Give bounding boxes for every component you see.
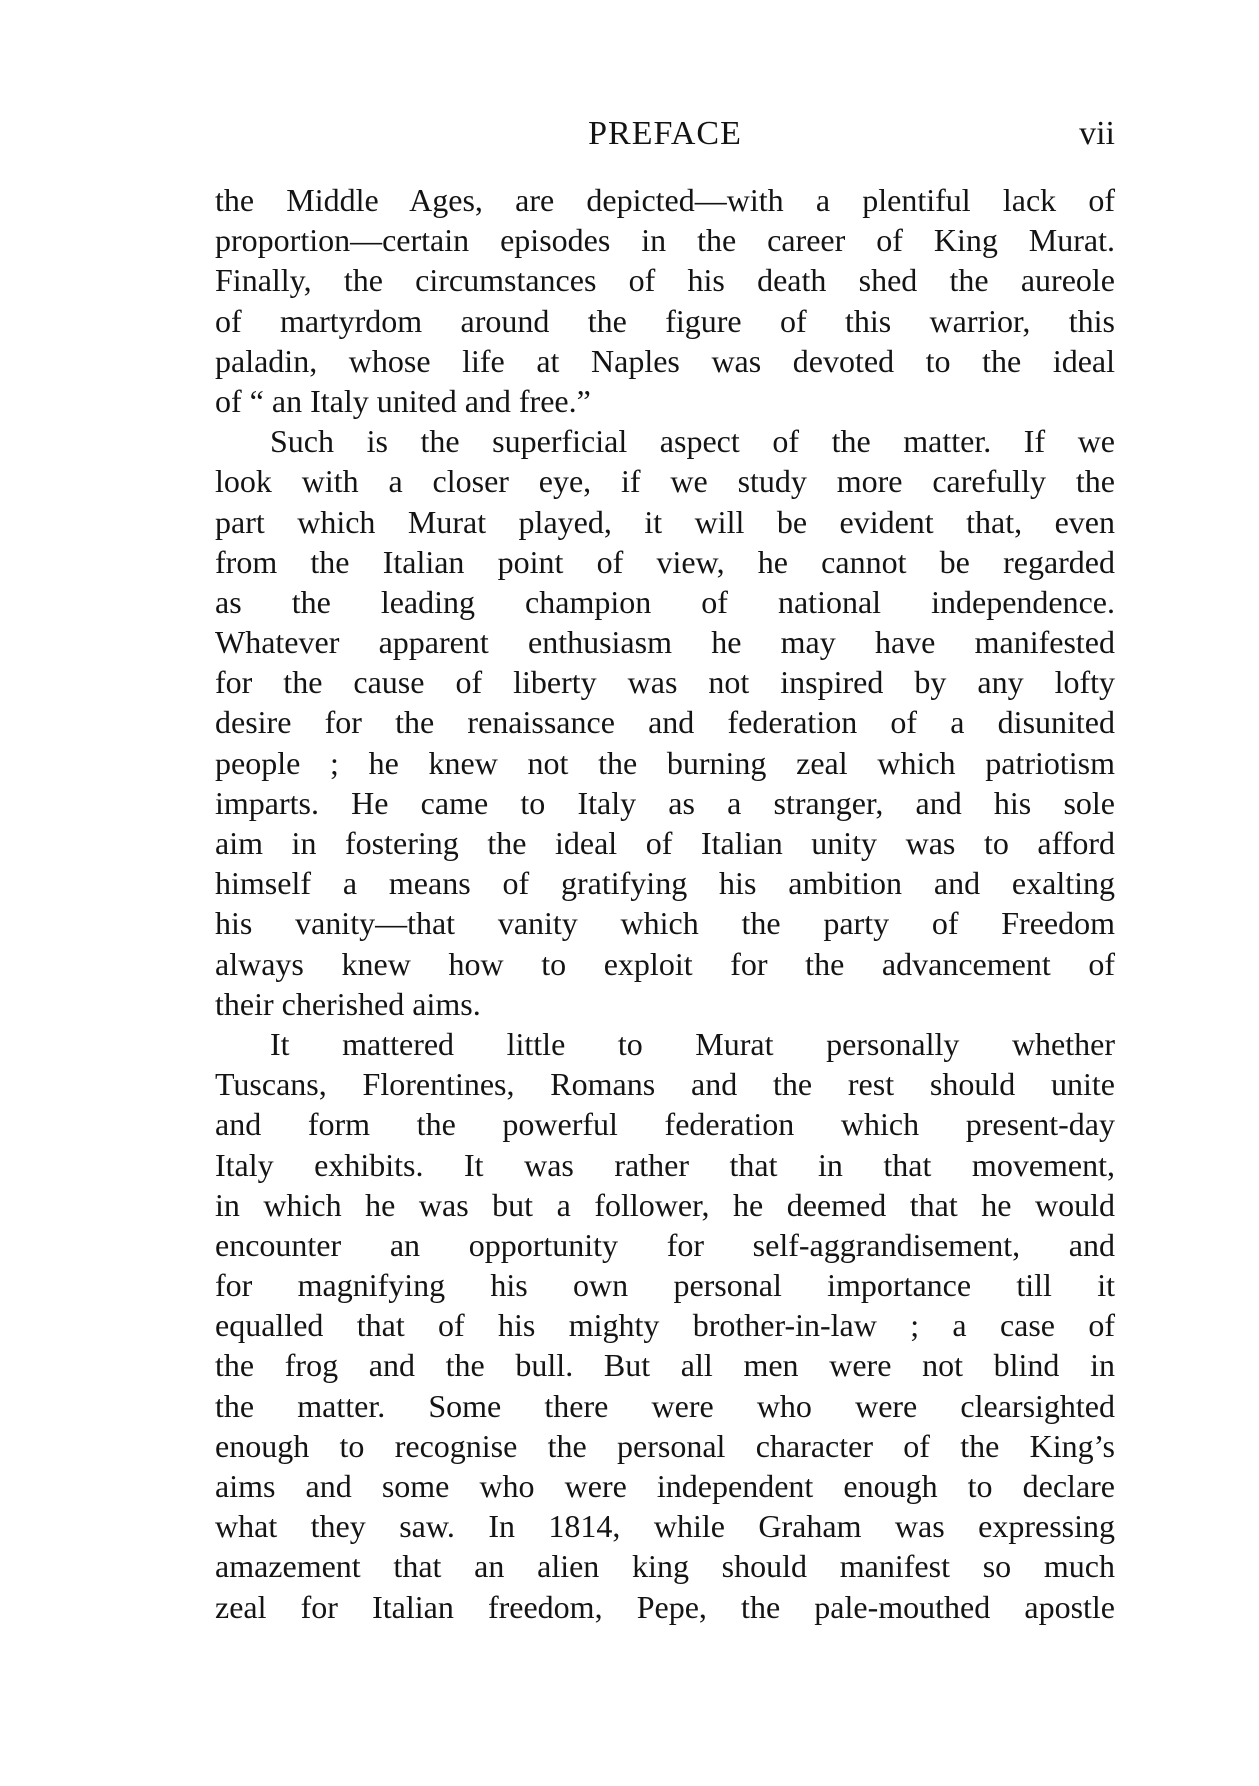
- text-line: look with a closer eye, if we study more carefully the: [215, 463, 1115, 500]
- text-line: of martyrdom around the figure of this warrior, this: [215, 302, 1115, 339]
- text-line: part which Murat played, it will be evident that, even: [215, 503, 1115, 540]
- text-line: what they saw. In 1814, while Graham was expressing: [215, 1508, 1115, 1545]
- body-text: [215, 180, 1115, 1627]
- text-line: Such is the superficial aspect of the matter. If we: [270, 423, 1115, 460]
- page-number: vii: [1079, 115, 1115, 152]
- text-line: and form the powerful federation which present-day: [215, 1106, 1115, 1143]
- paragraph: [215, 180, 1115, 421]
- paragraph: [215, 421, 1115, 1024]
- text-line: of “ an Italy united and free.”: [215, 382, 591, 419]
- text-line: aim in fostering the ideal of Italian unity was to afford: [215, 825, 1115, 861]
- text-line: the Middle Ages, are depicted—with a plentiful lack of: [215, 182, 1115, 218]
- text-line: paladin, whose life at Naples was devoted to the ideal: [215, 342, 1115, 379]
- text-line: the matter. Some there were who were clearsighted: [215, 1387, 1115, 1424]
- text-line: Whatever apparent enthusiasm he may have manifested: [215, 624, 1115, 661]
- text-line: Tuscans, Florentines, Romans and the rest should unite: [215, 1066, 1115, 1103]
- text-line: enough to recognise the personal character of the King’s: [215, 1427, 1115, 1464]
- paragraph: [215, 1024, 1115, 1627]
- text-line: their cherished aims.: [215, 985, 481, 1022]
- text-line: as the leading champion of national independence.: [215, 583, 1115, 620]
- text-line: his vanity—that vanity which the party of Freedom: [215, 905, 1115, 942]
- text-line: zeal for Italian freedom, Pepe, the pale-mouthed apostle: [215, 1588, 1115, 1625]
- text-line: amazement that an alien king should manifest so much: [215, 1548, 1115, 1585]
- text-line: proportion—certain episodes in the career of King Murat.: [215, 222, 1115, 259]
- text-line: Finally, the circumstances of his death shed the aureole: [215, 262, 1115, 299]
- page-title: PREFACE: [588, 115, 742, 152]
- text-line: desire for the renaissance and federation of a disunited: [215, 704, 1115, 741]
- text-line: Italy exhibits. It was rather that in that movement,: [215, 1146, 1115, 1183]
- text-line: for magnifying his own personal importance till it: [215, 1267, 1115, 1304]
- text-line: in which he was but a follower, he deemed that he would: [215, 1186, 1115, 1223]
- text-line: encounter an opportunity for self-aggrandisement, and: [215, 1226, 1115, 1263]
- text-line: equalled that of his mighty brother-in-law ; a case of: [215, 1307, 1115, 1344]
- text-line: people ; he knew not the burning zeal which patriotism: [215, 744, 1115, 781]
- text-line: himself a means of gratifying his ambition and exalting: [215, 865, 1115, 902]
- running-head: [215, 112, 1115, 156]
- text-line: the frog and the bull. But all men were not blind in: [215, 1347, 1115, 1384]
- text-line: aims and some who were independent enough to declare: [215, 1468, 1115, 1504]
- text-line: for the cause of liberty was not inspired by any lofty: [215, 664, 1115, 701]
- text-line: from the Italian point of view, he cannot be regarded: [215, 543, 1115, 580]
- text-line: It mattered little to Murat personally whether: [270, 1025, 1115, 1062]
- text-line: imparts. He came to Italy as a stranger, and his sole: [215, 784, 1115, 821]
- text-line: always knew how to exploit for the advancement of: [215, 945, 1115, 982]
